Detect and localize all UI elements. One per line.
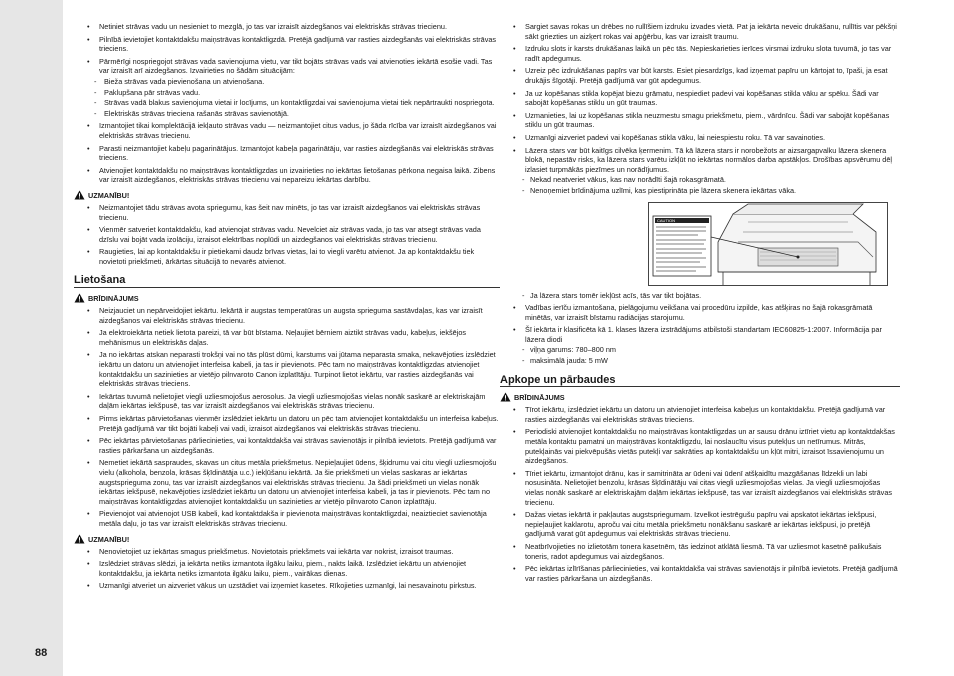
list-item: • Vadības ierīču izmantošana, pielāgojumu veikšana vai procedūru izpilde, kas atšķiras no šajā rokasgrāmatā minētās, var izraisīt bīstamu radiācijas starojumu. (500, 303, 900, 322)
list-item: • Pēc iekārtas izlīrīšanas pārliecinieties, vai kontaktdakša vai strāvas savienotājs ir pilnībā ievietots. Pretējā gadījumā var rasties pārkaršana un aizdegšanās. (500, 564, 900, 583)
list-item: • Tīrot iekārtu, izslēdziet iekārtu un datoru un atvienojiet interfeisa kabeļus un kontaktdakšu. Pretējā gadījumā var rasties aizdegšanās vai elektriskās strāvas trieciens. (500, 405, 900, 424)
list-item: • Tīriet iekārtu, izmantojot drānu, kas ir samitrināta ar ūdeni vai ūdenī atšķaidītu mazgāšanas līdzekli un labi nosusināta. Nelietojiet benzolu, krāsas šķīdinātāju vai citas viegli uzliesmojošas vielas. Ja viegli uzliesmojošas vielas nonāk saskarē ar elektriskajām daļām iekārtas iekšpusē, tas var izraisīt aizdegšanos vai elektriskās strāvas triecienu. (500, 469, 900, 507)
list-item: • Ja elektroiekārta netiek lietota pareizi, tā var būt bīstama. Neļaujiet bērniem aiztikt strāvas vadu, kabeļus, iekšējos mehānismus un elektriskās daļas. (74, 328, 500, 347)
section-title-usage: Lietošana (74, 276, 500, 288)
caution-heading (74, 535, 500, 545)
page-number: 88 (35, 647, 48, 659)
dash-item: - Ja lāzera stars tomēr iekļūst acīs, tās var tikt bojātas. (500, 291, 900, 301)
dash-item: - Elektriskās strāvas triecienа rašanās strāvas savienotājā. (74, 109, 500, 119)
list-item: • Pēc iekārtas pārvietošanas pārliecinieties, vai kontaktdakša vai strāvas savienotājs ir pilnībā ievietots. Pretējā gadījumā var rasties pārkaršana un aizdegšanās. (74, 436, 500, 455)
warning-label: BRĪDINĀJUMS (514, 393, 565, 403)
list-item: • Šī iekārta ir klasificēta kā 1. klases lāzera izstrādājums atbilstoši standartam IEC60825-1:2007. Informācija par lāzera diodi (500, 325, 900, 344)
list-item: • Uzmanīgi aizveriet padevi vai kopēšanas stikla vāku, lai neiespiestu roku. Tā var savainoties. (500, 133, 900, 143)
dash-item: - Nenoņemiet brīdinājuma uzlīmi, kas piestiprināta pie lāzera skenera iekārtas vāka. (500, 186, 900, 196)
list-item: • Uzmanīgi atveriet un aizveriet vākus un uzstādiet vai izņemiet kasetes. Rīkojieties uzmanīgi, lai nesavainotu pirkstus. (74, 581, 500, 591)
list-item: • Izslēdziet strāvas slēdzi, ja iekārta netiks izmantota ilgāku laiku, piem., nakts laikā. Izslēdziet iekārtu un atvienojiet kontaktdakšu, ja iekārta netiks izmantota ilgāku laiku, piem., vairākas dienas. (74, 559, 500, 578)
list-item: • Sargiet savas rokas un drēbes no rullīšiem izdruku izvades vietā. Pat ja iekārta neveic drukāšanu, rullītis var pēkšņi sākt griezties un aizķert rokas vai apģērbu, kas var izraisīt traumu. (500, 22, 900, 41)
list-item: • Ja uz kopēšanas stikla kopējat biezu grāmatu, nespiediet padevi vai kopēšanas stikla vāku ar spēku. Šādi var sabojāt kopēšanas stiklu un gūt traumas. (500, 89, 900, 108)
dash-item: - maksimālā jauda: 5 mW (500, 356, 900, 366)
list-item: • Neatbrīvojieties no izlietotām tonera kasetnēm, tās iedzinot atklātā liesmā. Tā var uzliesmot kasetnē palikušais toneris, radot apdegumus vai aizdegšanos. (500, 542, 900, 561)
warning-label: BRĪDINĀJUMS (88, 294, 139, 304)
warning-triangle-icon (74, 534, 85, 544)
warning-heading (500, 393, 900, 403)
list-item: • Netiniet strāvas vadu un nesieniet to mezglā, jo tas var izraisīt aizdegšanos vai elektriskās strāvas triecienu. (74, 22, 500, 32)
list-item: • Neizmantojiet tādu strāvas avota spriegumu, kas šeit nav minēts, jo tas var izraisīt aizdegšanos vai elektriskās strāvas triecienu. (74, 203, 500, 222)
dash-item: - Paklupšana pār strāvas vadu. (74, 88, 500, 98)
list-item: • Neizjauciet un nepārveidojiet iekārtu. Iekārtā ir augstas temperatūras un augsta sprieguma sastāvdaļas, kas var izraisīt aizdegšanos vai elektriskās strāvas triecienu. (74, 306, 500, 325)
list-item: • Pilnībā ievietojiet kontaktdakšu maiņstrāvas kontaktligzdā. Pretējā gadījumā var rasties aizdegšanās vai elektriskās strāvas trieciens. (74, 35, 500, 54)
caution-label: UZMANĪBU! (88, 190, 130, 200)
warning-triangle-icon (74, 190, 85, 200)
printer-illustration (648, 202, 888, 286)
dash-item: - Nekad neatveriet vākus, kas nav norādīti šajā rokasgrāmatā. (500, 175, 900, 185)
list-item: • Raugieties, lai ap kontaktdakšu ir pietiekami daudz brīvas vietas, lai to viegli varētu atvienot. Ja ap kontaktdakšu tiek novietoti priekšmeti, ārkārtas situācijā to nevarēs atvienot. (74, 247, 500, 266)
list-item: • Pievienojot vai atvienojot USB kabeli, kad kontaktdakša ir pievienota maiņstrāvas kontaktligzdai, neaiztieciet savienotāja metāla daļu, jo tas var izraisīt elektriskās strāvas triecienu. (74, 509, 500, 528)
list-item: • Izmantojiet tikai komplektācijā iekļauto strāvas vadu — neizmantojiet citus vadus, jo šāda rīcība var izraisīt aizdegšanos vai elektriskās strāvas triecienu. (74, 121, 500, 140)
list-item: • Izdruku slots ir karsts drukāšanas laikā un pēc tās. Nepieskarieties ierīces virsmai izdruku slota tuvumā, jo tas var radīt apdegumus. (500, 44, 900, 63)
list-item: • Uzmanieties, lai uz kopēšanas stikla neuzmestu smagu priekšmetu, piem., vārdnīcu. Šādi var sabojāt kopēšanas stiklu un gūt traumas. (500, 111, 900, 130)
list-item: • Pirms iekārtas pārvietošanas vienmēr izslēdziet iekārtu un datoru un pēc tam atvienojiet kontaktdakšu un interfeisa kabeļus. Pretējā gadījumā var tikt bojāti kabeļi vai vadi, izraisot aizdegšanos vai elektriskās strāvas triecienu. (74, 414, 500, 433)
warning-heading (74, 294, 500, 304)
dash-item: - Strāvas vadā blakus savienojuma vietai ir locījums, un kontaktligzdai vai savienojuma vietai tiek nepārtraukti nospriegota. (74, 98, 500, 108)
list-item: • Pārmērīgi nospriegojot strāvas vada savienojuma vietu, var tikt bojāts strāvas vads vai atvienoties iekārtā esošie vadi. Tas var izraisīt arī aizdegšanos. Izvairieties no šādām situācijām: (74, 57, 500, 76)
laser-label-figure (648, 202, 888, 286)
caution-heading (74, 191, 500, 201)
list-item: • Vienmēr satveriet kontaktdakšu, kad atvienojat strāvas vadu. Nevelciet aiz strāvas vada, jo tas var atsegt strāvas vada dzīslu vai bojāt vada izolāciju, izraisot elektrības noplūdi un aizdegšanos vai elektriskās strāvas triecienu. (74, 225, 500, 244)
right-column (500, 22, 900, 586)
list-item: • Nenovietojiet uz iekārtas smagus priekšmetus. Novietotais priekšmets vai iekārta var nokrist, izraisot traumas. (74, 547, 500, 557)
list-item: • Iekārtas tuvumā nelietojiet viegli uzliesmojošus aerosolus. Ja viegli uzliesmojošas vielas nonāk saskarē ar elektriskajām daļām iekārtas iekšpusē, tas var izraisīt aizdegšanos vai elektriskās strāvas triecienu. (74, 392, 500, 411)
dash-item: - Bieža strāvas vada pievienošana un atvienošana. (74, 77, 500, 87)
list-item: • Nemetiet iekārtā saspraudes, skavas un citus metāla priekšmetus. Nepieļaujiet ūdens, šķidrumu vai citu viegli uzliesmojošu vielu (alkohola, benzola, krāsas šķīdinātāja u.c.) iekļūšanu iekārtā. Ja šie priekšmeti un vielas saskaras ar iekārtas augstsprieguma zonu, tas var izraisīt aizdegšanos vai elektriskās strāvas triecienu. Ja šādi priekšmeti un vielas nonāk iekārtas iekšpusē, nekavējoties izslēdziet iekārtu un datoru un atvienojiet interfeisa kabeli, ja tas ir pievienots. Pēc tam no maiņstrāvas kontaktligzdas atvienojiet kontaktdakšu un sazinieties ar vietējo pilnvaroto Canon izplatītāju. (74, 458, 500, 506)
list-item: • Uzreiz pēc izdrukāšanas papīrs var būt karsts. Esiet piesardzīgs, kad izņemat papīru un kārtojat to, īpaši, ja esat drukājis šīgotāji. Pretējā gadījumā var gūt apdegumus. (500, 66, 900, 85)
label-caption: CAUTION (657, 217, 675, 223)
section-title-maintenance: Apkope un pārbaudes (500, 376, 900, 388)
dash-item: - viļņa garums: 780–800 nm (500, 345, 900, 355)
list-item: • Periodiski atvienojiet kontaktdakšu no maiņstrāvas kontaktligzdas un ar sausu drānu iztīriet vietu ap kontaktdakšas metāla kontaktu pamatni un maiņstrāvas kontaktligzdu, lai noslaucītu visus putekļus un netīrumus. Mitrās, putekļainās vai piekvēpušās vietās putekļi var sakrāties ap kontaktdakšu un kļūt mitri, izraisot īssavienojumu un aizdegšanos. (500, 427, 900, 465)
list-item: • Atvienojiet kontaktdakšu no maiņstrāvas kontaktligzdas un izvairieties no iekārtas lietošanas pērkona negaisa laikā. Zibens var izraisīt aizdegšanos, elektriskās strāvas triecienu vai nepareizu iekārtas darbību. (74, 166, 500, 185)
page-sidebar (0, 0, 63, 676)
list-item: • Dažas vietas iekārtā ir pakļautas augstspriegumam. Izvelkot iestrēgušu papīru vai apskatot iekārtas iekšpusi, nepieļaujiet kaklarotu, aproču vai citu metāla priekšmetu nonākšanu saskarē ar iekārtas iekšpusi, jo pretējā gadījumā varat gūt apdegumus vai elektriskās strāvas triecienu. (500, 510, 900, 539)
left-column (74, 22, 500, 594)
warning-triangle-icon (500, 392, 511, 402)
caution-label: UZMANĪBU! (88, 534, 130, 544)
warning-triangle-icon (74, 293, 85, 303)
list-item: • Lāzera stars var būt kaitīgs cilvēka ķermenim. Tā kā lāzera stars ir norobežots ar aizsargapvalku lāzera skenera blokā, nepastāv risks, ka lāzera stars varētu izkļūt no iekārtas normālos darba apstākļos. Drošības apsvērumu dēļ izlasiet turpmākās piezīmes un norādījumus. (500, 146, 900, 175)
list-item: • Parasti neizmantojiet kabeļu pagarinātājus. Izmantojot kabeļa pagarinātāju, var rasties aizdegšanās vai elektriskās strāvas trieciens. (74, 144, 500, 163)
list-item: • Ja no iekārtas atskan neparasti trokšņi vai no tās plūst dūmi, karstums vai jūtama neparasta smaka, nekavējoties izslēdziet iekārtu un datoru un atvienojiet interfeisa kabeli, ja tas ir pievienots. Pēc tam no maiņstrāvas kontaktligzdas atvienojiet kontaktdakšu un sazinieties ar vietējo pilnvaroto Canon izplatītāju. Turpinot lietot iekārtu, var rasties aizdegšanās vai elektriskās strāvas trieciens. (74, 350, 500, 388)
